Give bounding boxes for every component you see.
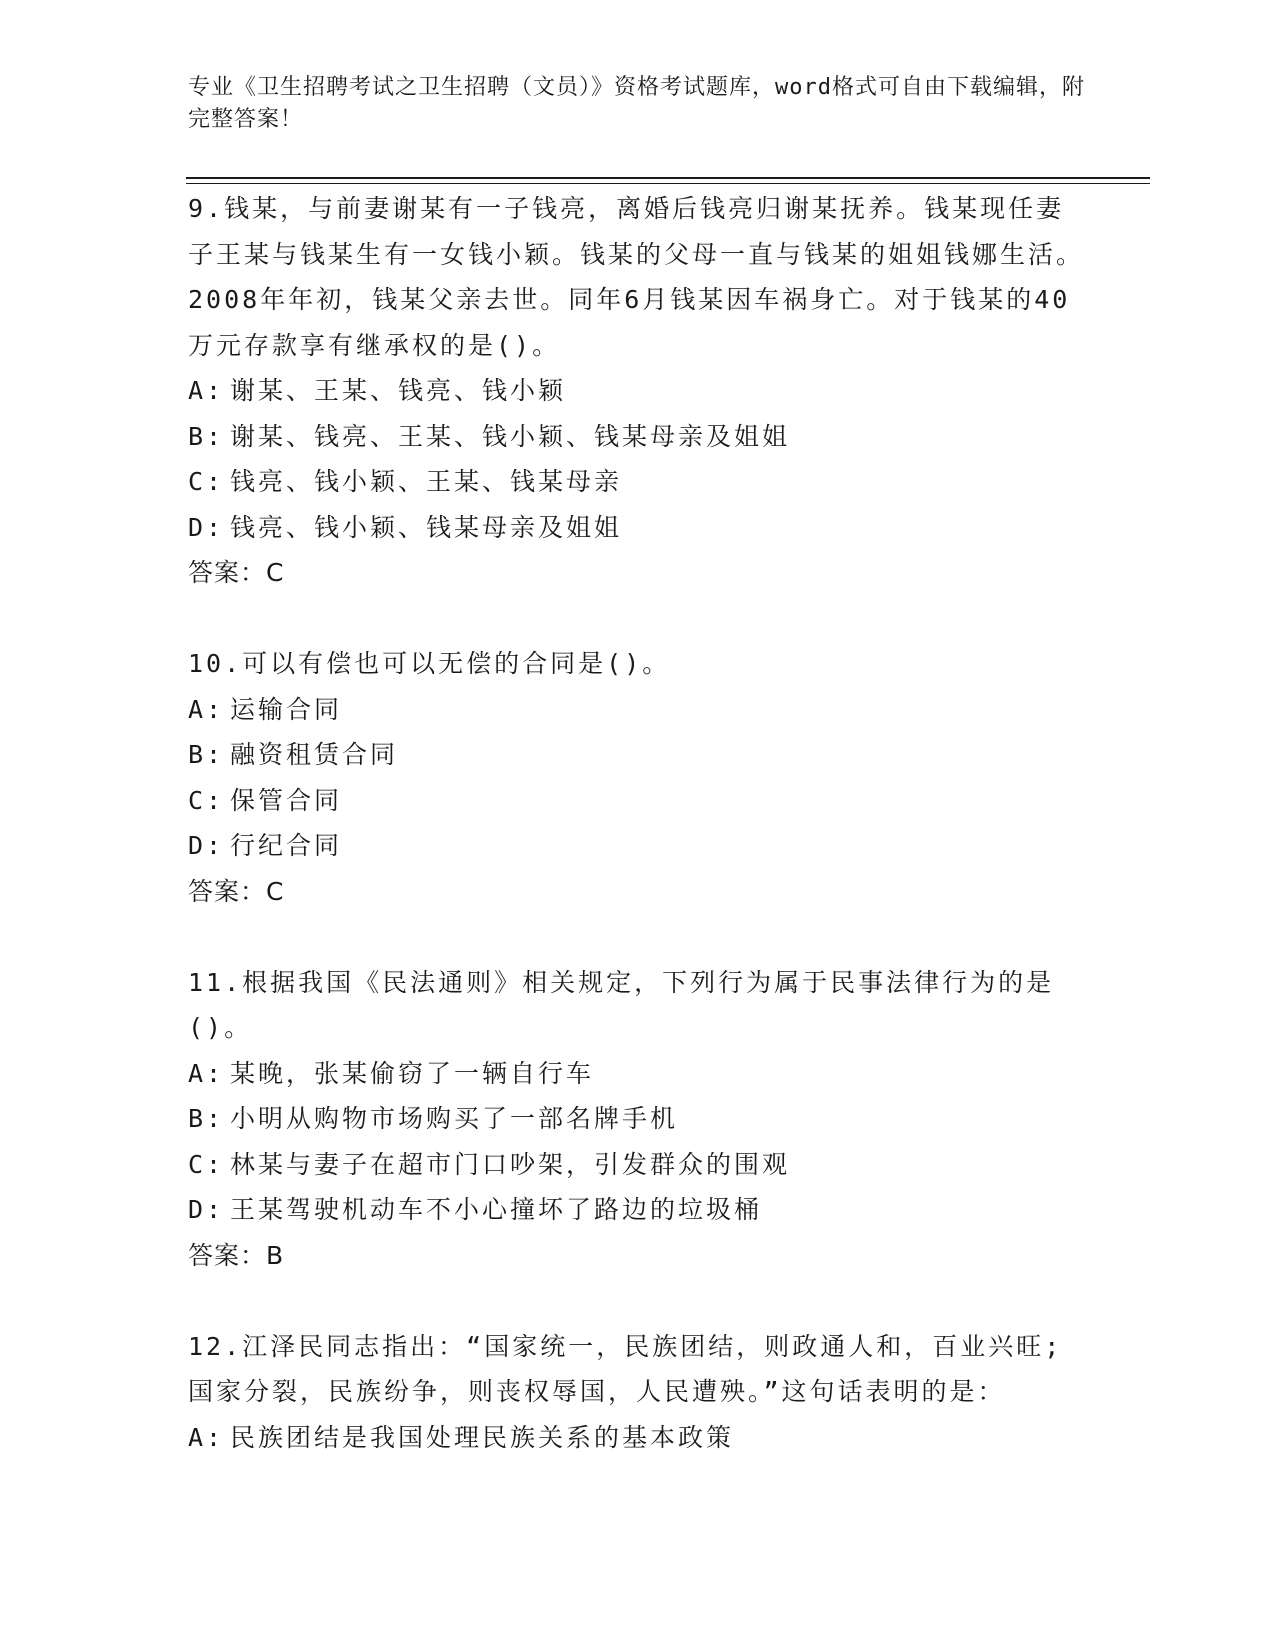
option-text: 钱亮、钱小颖、钱某母亲及姐姐 xyxy=(230,512,623,542)
question-text: 11.根据我国《民法通则》相关规定，下列行为属于民事法律行为的是()。 xyxy=(188,967,1055,1042)
answer-text: 答案：C xyxy=(188,558,285,587)
option-b xyxy=(188,732,1088,778)
option-text: 民族团结是我国处理民族关系的基本政策 xyxy=(230,1422,735,1452)
question-text: 12.江泽民同志指出：“国家统一，民族团结，则政通人和，百业兴旺;国家分裂，民族纷争，则丧权辱国，人民遭殃。”这句话表明的是： xyxy=(188,1331,1063,1406)
option-text: 行纪合同 xyxy=(230,831,343,860)
option-label: B: xyxy=(188,421,225,451)
option-label: D: xyxy=(188,831,225,860)
option-a xyxy=(188,368,1088,414)
option-label: D: xyxy=(188,1195,225,1224)
document-header: 专业《卫生招聘考试之卫生招聘（文员）》资格考试题库，word格式可自由下载编辑，附完整答案！ xyxy=(188,75,1085,132)
option-text: 王某驾驶机动车不小心撞坏了路边的垃圾桶 xyxy=(230,1195,763,1224)
option-label: B: xyxy=(188,740,225,769)
question-text: 9.钱某，与前妻谢某有一子钱亮，离婚后钱亮归谢某抚养。钱某现任妻子王某与钱某生有一女钱小颖。钱某的父母一直与钱某的姐姐钱娜生活。2008年年初，钱某父亲去世。同年6月钱某因车祸身亡。对于钱某的40万元存款享有继承权的是()。 xyxy=(188,194,1085,360)
option-d xyxy=(188,505,1088,551)
option-b xyxy=(188,1096,1088,1142)
option-label: C: xyxy=(188,785,225,815)
option-a xyxy=(188,687,1088,733)
option-label: A: xyxy=(188,1422,225,1452)
header-divider-thin xyxy=(186,183,1150,184)
option-c xyxy=(188,459,1088,505)
option-text: 小明从购物市场购买了一部名牌手机 xyxy=(230,1104,679,1133)
option-label: C: xyxy=(188,467,225,496)
answer-text: 答案：B xyxy=(188,1240,285,1270)
option-label: C: xyxy=(188,1149,225,1179)
option-label: B: xyxy=(188,1104,225,1133)
question-10 xyxy=(188,641,1088,914)
option-text: 钱亮、钱小颖、王某、钱某母亲 xyxy=(230,467,623,496)
question-text: 10.可以有偿也可以无偿的合同是()。 xyxy=(188,649,671,678)
option-text: 运输合同 xyxy=(230,694,343,724)
header-divider-thick xyxy=(186,177,1150,179)
question-11 xyxy=(188,960,1088,1279)
option-label: A: xyxy=(188,1058,225,1088)
question-12 xyxy=(188,1324,1088,1461)
option-text: 保管合同 xyxy=(230,785,343,815)
option-text: 谢某、钱亮、王某、钱小颖、钱某母亲及姐姐 xyxy=(230,421,791,451)
option-a xyxy=(188,1415,1088,1461)
answer-text: 答案：C xyxy=(188,876,285,906)
question-list xyxy=(188,186,1088,1506)
option-a xyxy=(188,1051,1088,1097)
option-b xyxy=(188,414,1088,460)
question-9 xyxy=(188,186,1088,596)
option-c xyxy=(188,1142,1088,1188)
option-label: D: xyxy=(188,512,225,542)
option-text: 林某与妻子在超市门口吵架，引发群众的围观 xyxy=(230,1149,791,1179)
option-label: A: xyxy=(188,376,225,405)
option-text: 某晚，张某偷窃了一辆自行车 xyxy=(230,1058,595,1088)
option-text: 融资租赁合同 xyxy=(230,740,399,769)
option-d xyxy=(188,1187,1088,1233)
option-c xyxy=(188,778,1088,824)
option-label: A: xyxy=(188,694,225,724)
option-d xyxy=(188,823,1088,869)
option-text: 谢某、王某、钱亮、钱小颖 xyxy=(230,376,567,405)
